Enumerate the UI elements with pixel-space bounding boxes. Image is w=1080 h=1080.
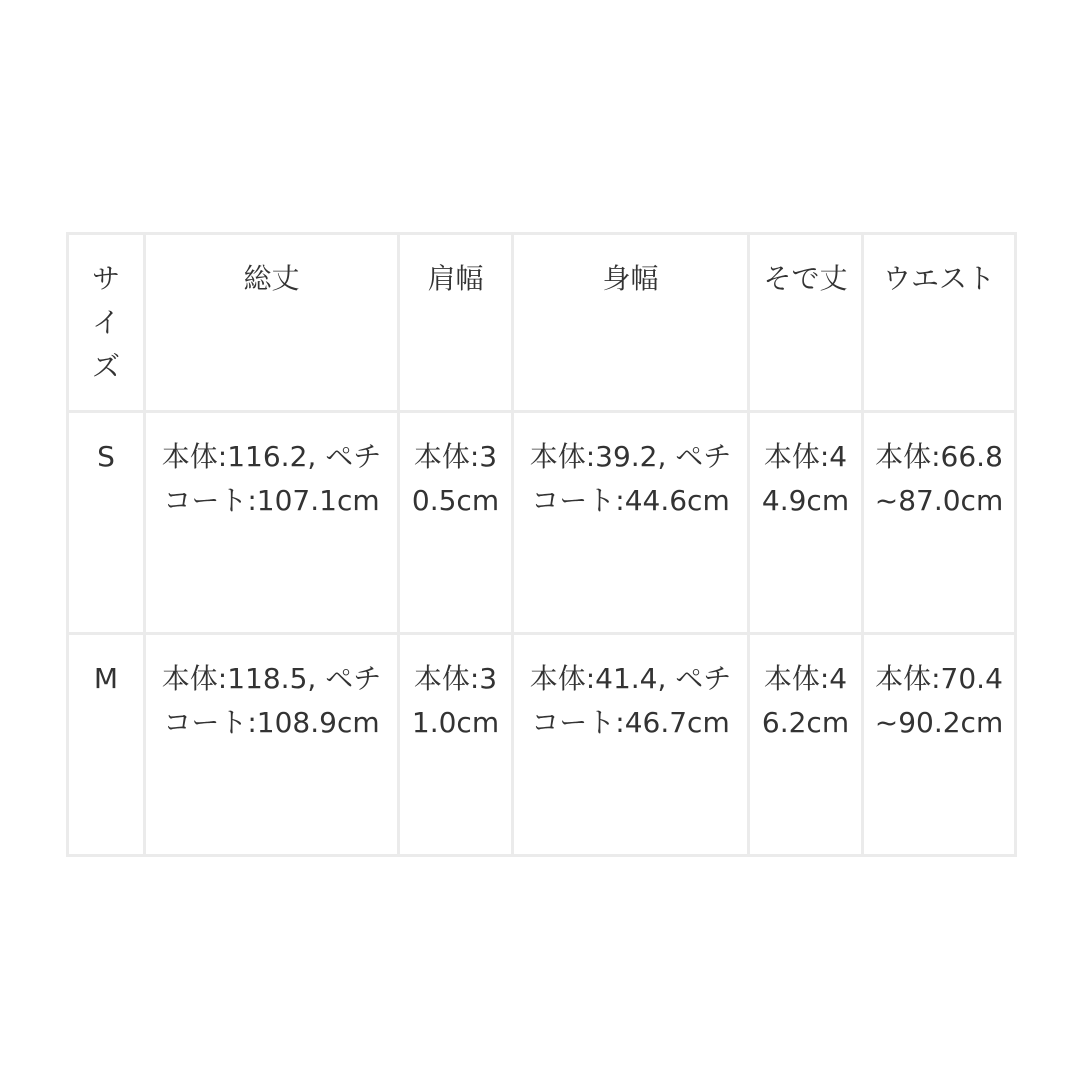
cell-sleeve-length: 本体:46.2cm (749, 634, 863, 856)
cell-shoulder-width: 本体:31.0cm (399, 634, 513, 856)
cell-size: S (68, 412, 145, 634)
header-row (68, 234, 1016, 412)
cell-waist: 本体:70.4~90.2cm (863, 634, 1016, 856)
cell-body-width: 本体:39.2, ペチコート:44.6cm (513, 412, 749, 634)
header-body-width: 身幅 (513, 234, 749, 412)
cell-size: M (68, 634, 145, 856)
cell-waist: 本体:66.8~87.0cm (863, 412, 1016, 634)
header-waist: ウエスト (863, 234, 1016, 412)
cell-total-length: 本体:118.5, ペチコート:108.9cm (145, 634, 399, 856)
table-row (68, 634, 1016, 856)
cell-body-width: 本体:41.4, ペチコート:46.7cm (513, 634, 749, 856)
size-chart-table (66, 232, 1017, 857)
cell-sleeve-length: 本体:44.9cm (749, 412, 863, 634)
cell-total-length: 本体:116.2, ペチコート:107.1cm (145, 412, 399, 634)
header-shoulder-width: 肩幅 (399, 234, 513, 412)
table-row (68, 412, 1016, 634)
cell-shoulder-width: 本体:30.5cm (399, 412, 513, 634)
header-size: サイズ (68, 234, 145, 412)
header-sleeve-length: そで丈 (749, 234, 863, 412)
header-total-length: 総丈 (145, 234, 399, 412)
